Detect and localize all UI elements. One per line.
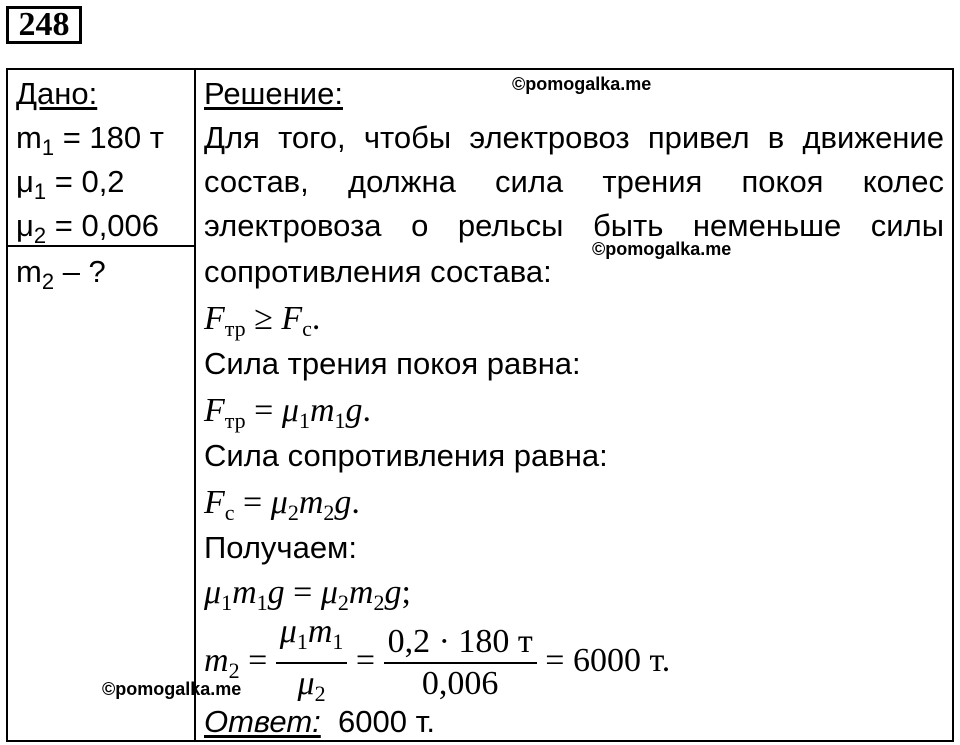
- watermark: ©pomogalka.me: [512, 74, 652, 94]
- solution-line-2: состав, должна сила трения покоя колес: [204, 164, 944, 199]
- result-intro: Получаем:: [204, 530, 357, 565]
- resistance-intro: Сила сопротивления равна:: [204, 438, 608, 473]
- problem-number-badge: 248: [6, 6, 82, 44]
- fraction-numeric: $\frac{0,2 \cdot 180 т}{0,006}$: [384, 622, 537, 704]
- answer-value: 6000 т.: [338, 704, 435, 739]
- solution-line-3: электровоза о рельсы быть неменьше силы: [204, 208, 944, 243]
- find-m2: $m_2$ – ?: [16, 254, 106, 294]
- watermark: ©pomogalka.me: [102, 679, 242, 699]
- formula-friction: $F_{тр} = \mu_1m_1g$.: [204, 392, 371, 433]
- formula-inequality: $F_{тр} \ge F_с$.: [204, 300, 321, 341]
- formula-equality: $\mu_1m_1g = \mu_2m_2g$;: [204, 574, 411, 615]
- friction-intro: Сила трения покоя равна:: [204, 346, 581, 381]
- watermark: ©pomogalka.me: [592, 239, 732, 259]
- solution-line-1: Для того, чтобы электровоз привел в движение: [204, 120, 944, 155]
- given-mu2: $\mu_2 = 0,006$: [16, 208, 160, 248]
- fraction-symbolic: $\frac{\mu_1m_1}{\mu_2}$: [276, 612, 348, 714]
- given-m1: $m_1 = 180$ т: [16, 120, 164, 160]
- answer-label: Ответ:: [204, 704, 321, 739]
- answer-line: [204, 704, 435, 740]
- given-mu1: $\mu_1 = 0,2$: [16, 164, 125, 204]
- solution-title: Решение:: [204, 76, 343, 111]
- formula-final: $m_2$ = $\frac{\mu_1m_1}{\mu_2}$ = $\frac{0,2 \cdot 180 т}{0,006}$ = 6000 т.: [204, 612, 670, 714]
- solution-line-4: сопротивления состава:: [204, 254, 552, 289]
- column-divider: [194, 68, 196, 742]
- formula-resistance: $F_с = \mu_2m_2g$.: [204, 484, 360, 525]
- given-title: Дано:: [16, 76, 98, 111]
